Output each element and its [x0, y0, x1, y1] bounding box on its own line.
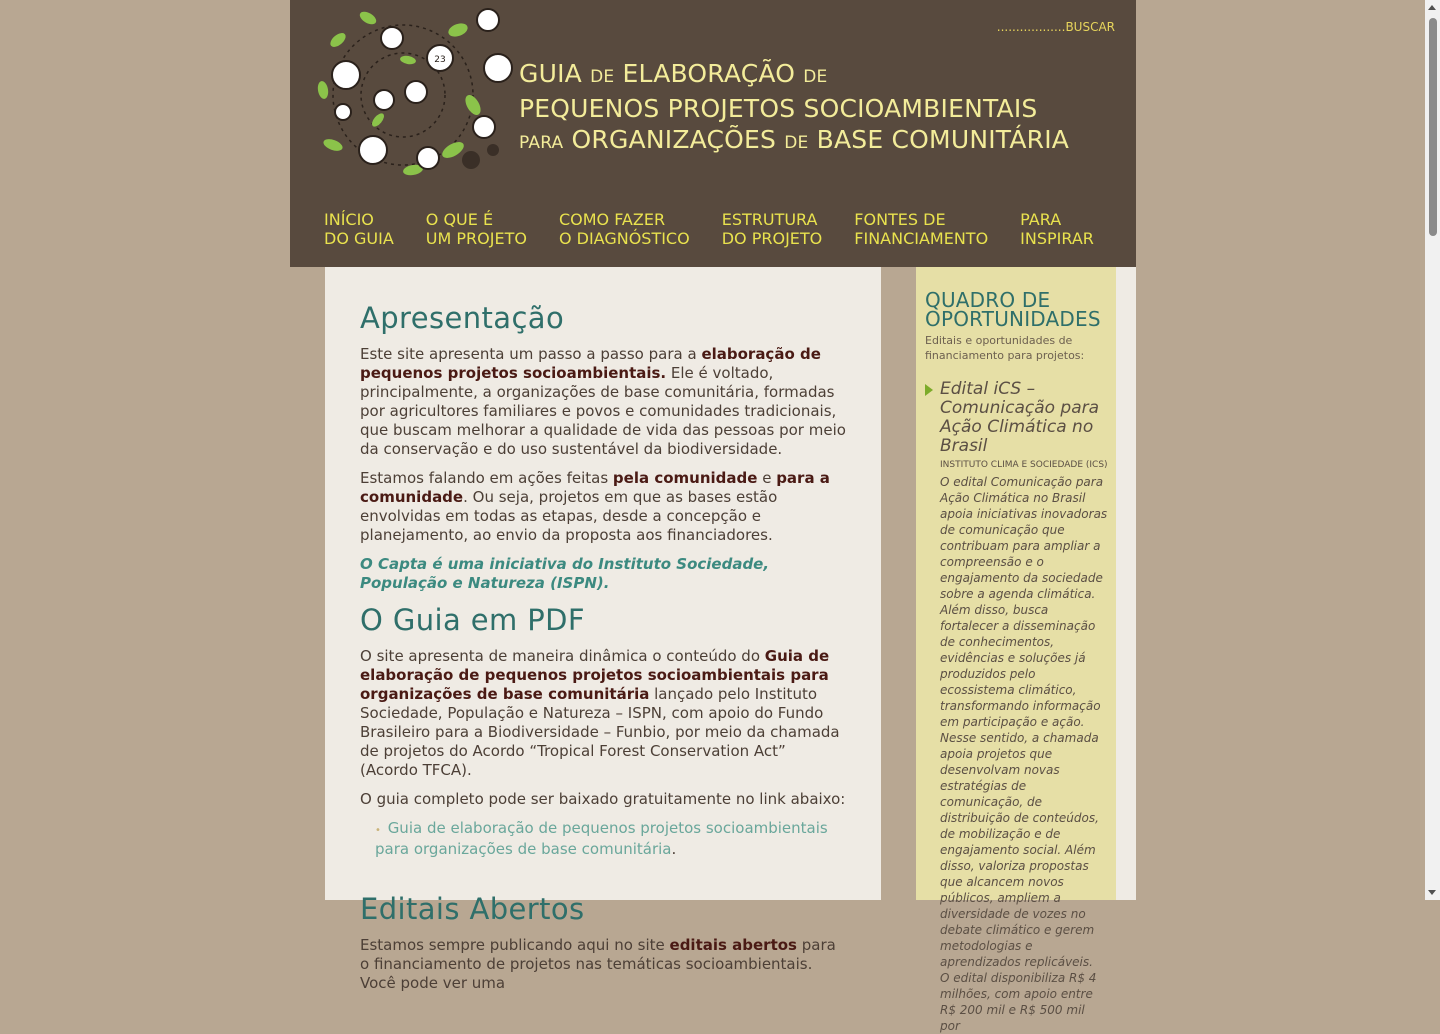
- main-nav: [324, 210, 1126, 248]
- text: O edital disponibiliza R$ 4 milhões, com apoio entre R$ 200 mil e R$ 500 mil por: [940, 971, 1097, 1033]
- main-content: [325, 267, 881, 992]
- opportunities-sidebar: [916, 267, 1116, 1033]
- paragraph-editais: [360, 936, 847, 993]
- nav-item-diagnostico[interactable]: [559, 210, 690, 248]
- emphasis: editais abertos: [669, 936, 797, 954]
- nav-item-estrutura[interactable]: [722, 210, 823, 248]
- text: para o financiamento de projetos nas temáticas socioambientais. Você pode ver uma: [360, 936, 836, 992]
- page: [290, 0, 1136, 1033]
- text: lançado pelo Instituto Sociedade, População e Natureza – ISPN, com apoio do Fundo Brasileiro para a Biodiversidade – Funbio, por meio da chamada de projetos do Acordo “Tropical Forest Conservation Act” (Acordo TFCA).: [360, 685, 840, 779]
- text: Estamos sempre publicando aqui no site: [360, 936, 670, 954]
- title-small-word: PARA: [519, 133, 564, 153]
- nav-label: INÍCIO: [324, 210, 374, 229]
- text: O edital Comunicação para Ação Climática no Brasil apoia iniciativas inovadoras de comunicação que contribuam para ampliar a compreensão e o engajamento da sociedade sobre a agenda climática. Além disso, busca fortalecer a disseminação de conhecimentos, evidências e soluções já produzidos pelo ecossistema climático, transformando informação em participação e ação.: [940, 475, 1108, 729]
- site-header: [290, 0, 1136, 267]
- title-line: PEQUENOS PROJETOS SOCIOAMBIENTAIS: [519, 94, 1038, 123]
- text: Estamos falando em ações feitas: [360, 469, 613, 487]
- search-label[interactable]: BUSCAR: [1065, 20, 1115, 34]
- nav-label: DO PROJETO: [721, 229, 823, 248]
- scroll-down-icon[interactable]: [1428, 890, 1436, 895]
- nav-label: UM PROJETO: [425, 229, 527, 248]
- text: . Ou seja, projetos em que as bases estão envolvidas em todas as etapas, desde a concepção e planejamento, ao envio da proposta aos financiadores.: [360, 488, 778, 544]
- text: Ele é voltado, principalmente, a organizações de base comunitária, formadas por agricultores familiares e povos e comunidades tradicionais, que buscam melhorar a qualidade de vida das pessoas por meio da conservação e do uso sustentável da biodiversidade.: [360, 364, 846, 458]
- nav-item-inspirar[interactable]: [1020, 210, 1094, 248]
- opportunity-title-link[interactable]: Edital iCS – Comunicação para Ação Climática no Brasil: [940, 379, 1100, 456]
- opportunity-item: [925, 380, 1108, 1034]
- bullet-icon: •: [375, 825, 381, 836]
- page-scrollbar[interactable]: [1425, 0, 1440, 900]
- nav-label: O QUE É: [425, 210, 494, 229]
- sidebar-title: QUADRO DE OPORTUNIDADES: [925, 288, 1101, 331]
- opportunity-description: [940, 474, 1108, 1034]
- title-word: GUIA: [519, 59, 582, 88]
- text: O site apresenta de maneira dinâmica o conteúdo do: [360, 647, 765, 665]
- text: e: [757, 469, 777, 487]
- search-link[interactable]: [997, 20, 1115, 34]
- title-small-word: DE: [590, 67, 615, 87]
- title-word: ELABORAÇÃO: [622, 59, 796, 88]
- opportunity-org: INSTITUTO CLIMA E SOCIEDADE (ICS): [940, 460, 1108, 470]
- heading-guia-pdf: O Guia em PDF: [360, 603, 585, 637]
- title-small-word: DE: [784, 133, 809, 153]
- emphasis: Guia de elaboração de pequenos projetos socioambientais para organizações de base comunitária: [360, 647, 830, 703]
- paragraph-intro: [360, 345, 847, 459]
- site-title: [519, 58, 1069, 159]
- title-word: BASE COMUNITÁRIA: [816, 125, 1070, 154]
- site-logo[interactable]: [308, 0, 498, 190]
- text: .: [671, 840, 677, 858]
- scroll-up-icon[interactable]: [1428, 5, 1436, 10]
- nav-label: FONTES DE: [854, 210, 946, 229]
- nav-label: O DIAGNÓSTICO: [558, 229, 690, 248]
- emphasis: para a comunidade: [360, 469, 830, 506]
- nav-label: ESTRUTURA: [721, 210, 818, 229]
- paragraph-community: [360, 469, 847, 545]
- emphasis: elaboração de pequenos projetos socioambientais.: [360, 345, 821, 382]
- nav-label: DO GUIA: [324, 229, 394, 248]
- paragraph-pdf: [360, 647, 847, 780]
- nav-item-o-que-e[interactable]: [426, 210, 527, 248]
- text: Nesse sentido, a chamada apoia projetos que desenvolvam novas estratégias de comunicação, de distribuição de conteúdos, de mobilização e de engajamento social. Além disso, valoriza propostas que alcancem novos públicos, ampliem a diversidade de vozes no debate climático e gerem metodologias e aprendizados replicáveis.: [940, 731, 1099, 969]
- search-input-dots[interactable]: ..................: [996, 20, 1066, 34]
- title-word: ORGANIZAÇÕES: [571, 125, 777, 154]
- credit-ispn: O Capta é uma iniciativa do Instituto Sociedade, População e Natureza (ISPN).: [360, 555, 770, 592]
- download-list: [375, 819, 847, 859]
- guia-pdf-link[interactable]: Guia de elaboração de pequenos projetos socioambientais para organizações de base comunitária: [375, 819, 828, 858]
- heading-editais: Editais Abertos: [360, 892, 585, 926]
- heading-apresentacao: Apresentação: [360, 301, 565, 335]
- svg-text:23: 23: [434, 55, 446, 65]
- sidebar-gutter: [1116, 267, 1136, 900]
- text: Este site apresenta um passo a passo para a: [360, 345, 702, 363]
- scrollbar-thumb[interactable]: [1429, 18, 1437, 236]
- triangle-bullet-icon: [925, 384, 933, 396]
- sidebar-subtitle: Editais e oportunidades de financiamento para projetos:: [925, 334, 1085, 362]
- nav-label: PARA: [1020, 210, 1062, 229]
- nav-label: FINANCIAMENTO: [854, 229, 989, 248]
- nav-item-inicio[interactable]: [324, 210, 394, 248]
- nav-label: INSPIRAR: [1020, 229, 1094, 248]
- paragraph-download: O guia completo pode ser baixado gratuitamente no link abaixo:: [360, 790, 846, 808]
- nav-item-fontes[interactable]: [854, 210, 988, 248]
- emphasis: pela comunidade: [612, 469, 758, 487]
- nav-label: COMO FAZER: [558, 210, 666, 229]
- title-small-word: DE: [803, 67, 828, 87]
